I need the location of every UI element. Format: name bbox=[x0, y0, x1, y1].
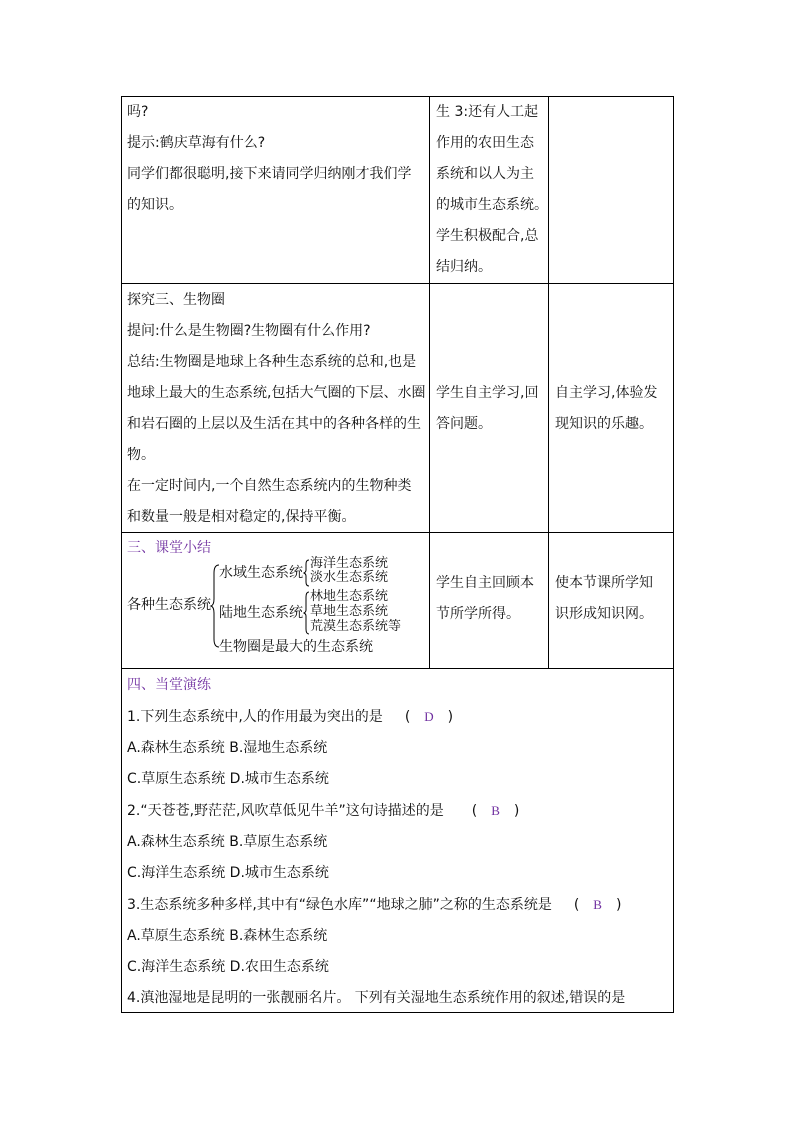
text-line: 提问:什么是生物圈?生物圈有什么作用? bbox=[127, 323, 371, 339]
answer-text: B bbox=[491, 803, 500, 818]
map-land-item: 草地生态系统 bbox=[310, 604, 389, 619]
student-activity-cell bbox=[436, 568, 534, 630]
table-border-left bbox=[121, 96, 122, 1013]
text-line: 学生自主学习,回 bbox=[436, 385, 539, 401]
question-2: 2.“天苍苍,野茫茫,风吹草低见牛羊”这句诗描述的是 ( B ) bbox=[127, 803, 520, 819]
map-land-item: 林地生态系统 bbox=[310, 589, 389, 604]
text-line: 同学们都很聪明,接下来请同学归纳刚才我们学 bbox=[127, 166, 412, 182]
row-divider bbox=[121, 668, 674, 669]
question-1: 1.下列生态系统中,人的作用最为突出的是 ( D ) bbox=[127, 709, 454, 725]
question-text: 2.“天苍苍,野茫茫,风吹草低见牛羊”这句诗描述的是 bbox=[127, 803, 444, 819]
student-activity-cell bbox=[436, 378, 538, 440]
map-water-item: 海洋生态系统 bbox=[310, 556, 389, 571]
practice-cell bbox=[127, 670, 625, 1014]
text-line: 现知识的乐趣。 bbox=[555, 416, 653, 432]
text-line: 自主学习,体验发 bbox=[555, 385, 658, 401]
option-line: C.海洋生态系统 D.农田生态系统 bbox=[127, 959, 329, 975]
text-line: 作用的农田生态 bbox=[436, 135, 534, 151]
concept-map bbox=[127, 556, 427, 667]
option-line: A.森林生态系统 B.湿地生态系统 bbox=[127, 740, 328, 756]
map-water-node: 水域生态系统 bbox=[219, 565, 303, 581]
student-activity-cell bbox=[436, 97, 548, 283]
text-line: 生 3:还有人工起 bbox=[436, 104, 539, 120]
table-border-right bbox=[673, 96, 674, 1013]
option-line: C.海洋生态系统 D.城市生态系统 bbox=[127, 865, 329, 881]
design-intent-cell bbox=[555, 568, 653, 630]
text-line: 地球上最大的生态系统,包括大气圈的下层、水圈 bbox=[127, 385, 426, 401]
text-line: 的城市生态系统。 bbox=[436, 197, 548, 213]
map-biosphere-node: 生物圈是最大的生态系统 bbox=[219, 639, 373, 655]
text-line: 在一定时间内,一个自然生态系统内的生物种类 bbox=[127, 478, 412, 494]
text-line: 使本节课所学知 bbox=[555, 575, 653, 591]
text-line: 学生积极配合,总 bbox=[436, 228, 539, 244]
text-line: 系统和以人为主 bbox=[436, 166, 534, 182]
row-divider bbox=[121, 283, 674, 284]
lesson-table bbox=[121, 96, 674, 1013]
option-line: A.草原生态系统 B.森林生态系统 bbox=[127, 928, 328, 944]
text-line: 和岩石圈的上层以及生活在其中的各种各样的生 bbox=[127, 416, 421, 432]
question-3: 3.生态系统多种多样,其中有“绿色水库”“地球之肺”之称的生态系统是 ( B ) bbox=[127, 897, 622, 913]
map-water-item: 淡水生态系统 bbox=[310, 570, 389, 585]
section-title: 探究三、生物圈 bbox=[127, 292, 225, 308]
question-text: 1.下列生态系统中,人的作用最为突出的是 bbox=[127, 709, 383, 725]
text-line: 提示:鹤庆草海有什么? bbox=[127, 135, 266, 151]
text-line: 的知识。 bbox=[127, 197, 183, 213]
text-line: 和数量一般是相对稳定的,保持平衡。 bbox=[127, 509, 356, 525]
teacher-activity-cell bbox=[127, 285, 425, 533]
teacher-activity-cell bbox=[127, 97, 411, 221]
section-heading: 四、当堂演练 bbox=[127, 677, 211, 693]
answer-text: D bbox=[424, 709, 434, 724]
column-divider bbox=[429, 96, 430, 668]
design-intent-cell bbox=[555, 378, 657, 440]
question-4: 4.滇池湿地是昆明的一张靓丽名片。 下列有关湿地生态系统作用的叙述,错误的是 bbox=[127, 990, 626, 1006]
text-line: 节所学所得。 bbox=[436, 606, 520, 622]
text-line: 吗? bbox=[127, 104, 149, 120]
text-line: 学生自主回顾本 bbox=[436, 575, 534, 591]
section-heading: 三、课堂小结 bbox=[127, 540, 211, 556]
text-line: 答问题。 bbox=[436, 416, 492, 432]
option-line: C.草原生态系统 D.城市生态系统 bbox=[127, 771, 329, 787]
question-text: 3.生态系统多种多样,其中有“绿色水库”“地球之肺”之称的生态系统是 bbox=[127, 897, 552, 913]
map-land-item: 荒漠生态系统等 bbox=[310, 619, 402, 634]
map-land-node: 陆地生态系统 bbox=[219, 605, 303, 621]
text-line: 总结:生物圈是地球上各种生态系统的总和,也是 bbox=[127, 354, 417, 370]
text-line: 物。 bbox=[127, 447, 155, 463]
summary-cell bbox=[127, 533, 427, 667]
text-line: 结归纳。 bbox=[436, 259, 492, 275]
text-line: 识形成知识网。 bbox=[555, 606, 653, 622]
answer-text: B bbox=[593, 897, 602, 912]
option-line: A.森林生态系统 B.草原生态系统 bbox=[127, 834, 328, 850]
map-root: 各种生态系统 bbox=[127, 597, 211, 613]
column-divider bbox=[548, 96, 549, 668]
